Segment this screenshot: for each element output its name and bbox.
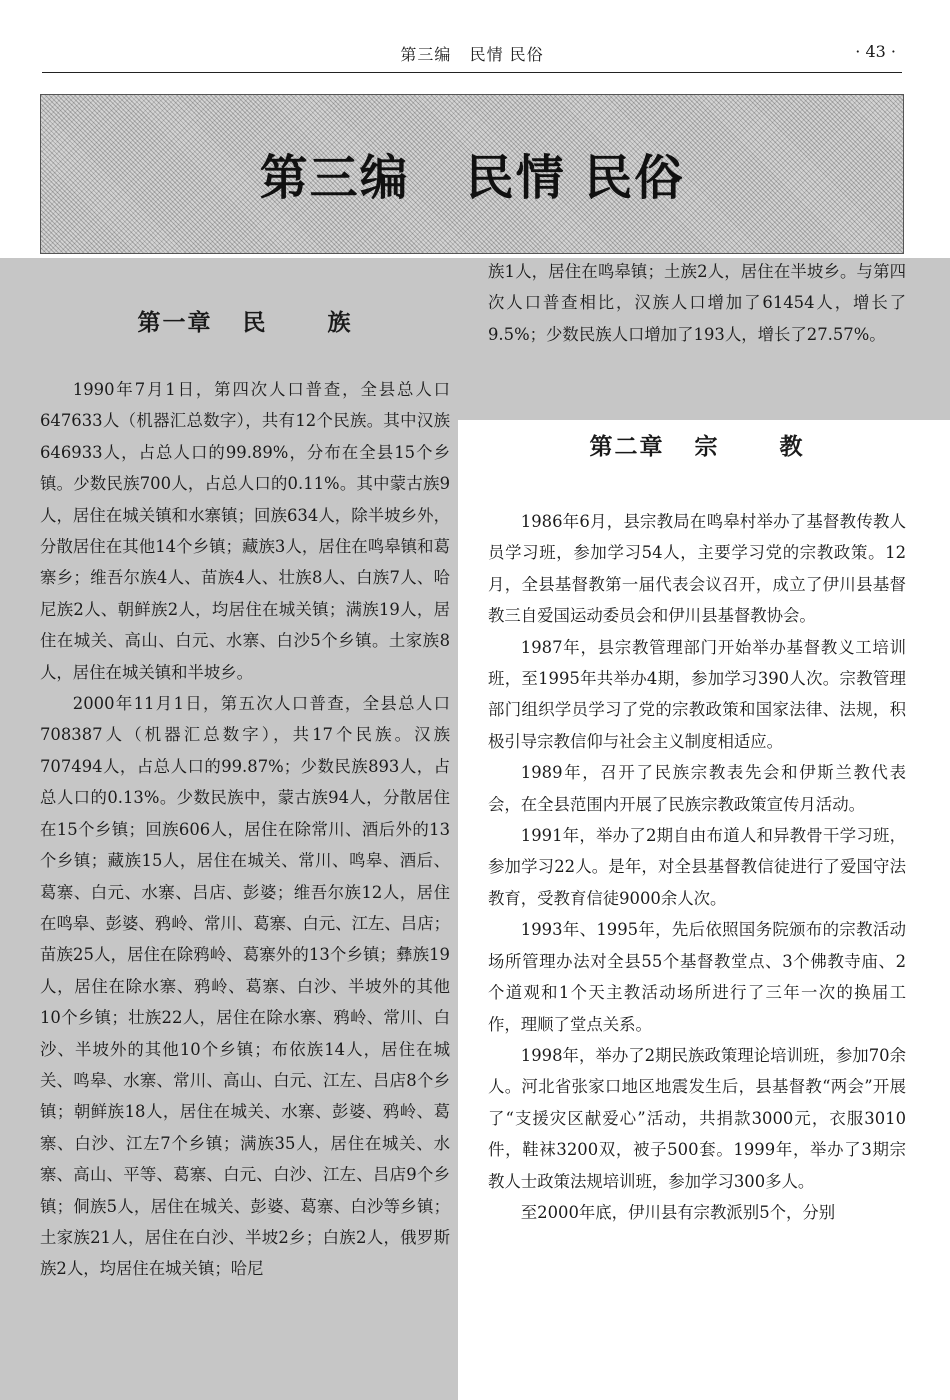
- left-column: [40, 374, 450, 1285]
- paragraph: 1998年，举办了2期民族政策理论培训班，参加70余人。河北省张家口地区地震发生后，县基督教“两会”开展了“支援灾区献爱心”活动，共捐款3000元，衣服3010件，鞋袜3200双，被子500套。1999年，举办了3期宗教人士政策法规培训班，参加学习300多人。: [488, 1045, 906, 1191]
- part-title: 第三编 民情 民俗: [259, 150, 685, 206]
- paragraph: 1991年，举办了2期自由布道人和异教骨干学习班，参加学习22人。是年，对全县基督教信徒进行了爱国守法教育，受教育信徒9000余人次。: [488, 826, 906, 908]
- running-title: 第三编 民情 民俗: [400, 45, 544, 64]
- paragraph: 1990年7月1日，第四次人口普查，全县总人口647633人（机器汇总数字），共有12个民族。其中汉族646933人，占总人口的99.89%，分布在全县15个乡镇。少数民族700人，占总人口的0.11%。其中蒙古族9人，居住在城关镇和水寨镇；回族634人，除半坡乡外，分散居住在其他14个乡镇；藏族3人，居住在鸣皋镇和葛寨乡；维吾尔族4人、苗族4人、壮族8人、白族7人、哈尼族2人、朝鲜族2人，均居住在城关镇；满族19人，居住在城关、高山、白元、水寨、白沙5个乡镇。土家族8人，居住在城关镇和半坡乡。: [40, 380, 450, 682]
- right-column-continuation: [488, 256, 906, 350]
- paragraph: 1993年、1995年，先后依照国务院颁布的宗教活动场所管理办法对全县55个基督教堂点、3个佛教寺庙、2个道观和1个天主教活动场所进行了三年一次的换届工作，理顺了堂点关系。: [488, 920, 906, 1034]
- paragraph: 2000年11月1日，第五次人口普查，全县总人口708387人（机器汇总数字），共17个民族。汉族707494人，占总人口的99.87%；少数民族893人，占总人口的0.13%。少数民族中，蒙古族94人，分散居住在15个乡镇；回族606人，居住在除常川、酒后外的13个乡镇；藏族15人，居住在城关、常川、鸣皋、酒后、葛寨、白元、水寨、吕店、彭婆；维吾尔族12人，居住在鸣皋、彭婆、鸦岭、常川、葛寨、白元、江左、吕店；苗族25人，居住在除鸦岭、葛寨外的13个乡镇；彝族19人，居住在除水寨、鸦岭、葛寨、白沙、半坡外的其他10个乡镇；壮族22人，居住在除水寨、鸦岭、常川、白沙、半坡外的其他10个乡镇；布依族14人，居住在城关、鸣皋、水寨、常川、高山、白元、江左、吕店8个乡镇；朝鲜族18人，居住在城关、水寨、彭婆、鸦岭、葛寨、白沙、江左7个乡镇；满族35人，居住在城关、水寨、高山、平等、葛寨、白元、白沙、江左、吕店9个乡镇；侗族5人，居住在城关、彭婆、葛寨、白沙等乡镇；土家族21人，居住在白沙、半坡2乡；白族2人，俄罗斯族2人，均居住在城关镇；哈尼: [40, 694, 450, 1279]
- running-header: [42, 38, 902, 73]
- right-column: [488, 506, 906, 1228]
- paragraph: 族1人，居住在鸣皋镇；土族2人，居住在半坡乡。与第四次人口普查相比，汉族人口增加了61454人，增长了9.5%；少数民族人口增加了193人，增长了27.57%。: [488, 262, 906, 344]
- page-number: · 43 ·: [855, 42, 896, 61]
- paragraph: 1987年，县宗教管理部门开始举办基督教义工培训班，至1995年共举办4期，参加学习390人次。宗教管理部门组织学员学习了党的宗教政策和国家法律、法规，积极引导宗教信仰与社会主义制度相适应。: [488, 637, 906, 751]
- part-banner: [40, 94, 904, 254]
- chapter-title-religion: 第二章 宗 教: [589, 433, 805, 460]
- paragraph: 1986年6月，县宗教局在鸣皋村举办了基督教传教人员学习班，参加学习54人，主要学习党的宗教政策。12月，全县基督教第一届代表会议召开，成立了伊川县基督教三自爱国运动委员会和伊川县基督教协会。: [488, 512, 906, 626]
- chapter-title-ethnic-groups: 第一章 民 族: [137, 309, 353, 336]
- paragraph: 1989年，召开了民族宗教表先会和伊斯兰教代表会，在全县范围内开展了民族宗教政策宣传月活动。: [488, 763, 906, 814]
- paragraph: 至2000年底，伊川县有宗教派别5个，分别: [520, 1202, 836, 1222]
